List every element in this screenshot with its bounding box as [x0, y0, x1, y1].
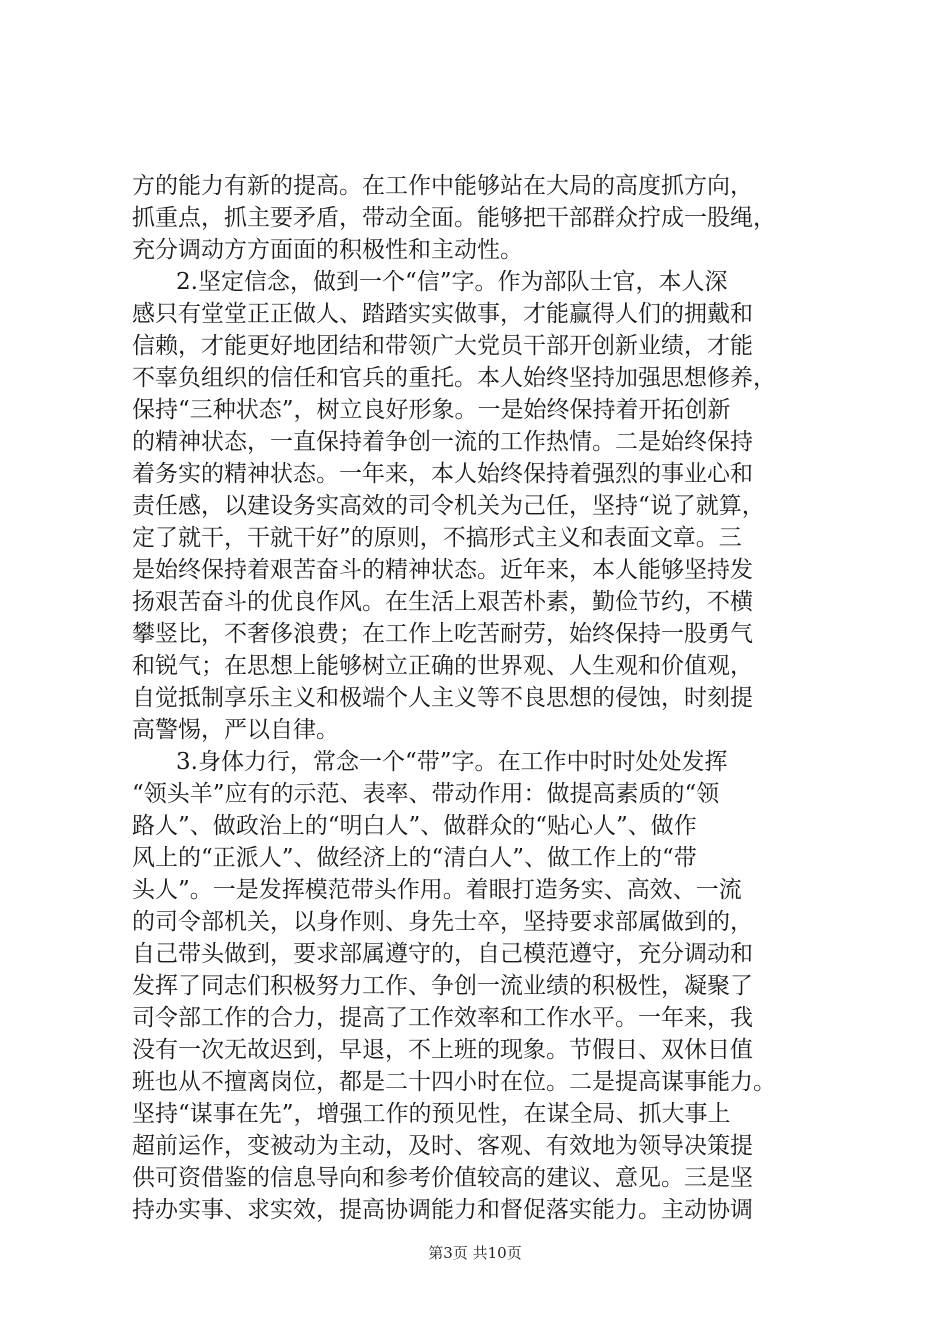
text-line: 的精神状态，一直保持着争创一流的工作热情。二是始终保持: [132, 429, 753, 455]
text-line: 方的能力有新的提高。在工作中能够站在大局的高度抓方向，: [132, 173, 753, 199]
text-line: 司令部工作的合力，提高了工作效率和工作水平。一年来，我: [132, 1005, 753, 1031]
paragraph-first-line: 2.坚定信念，做到一个“信”字。作为部队士官，本人深: [176, 269, 728, 295]
text-line: 不辜负组织的信任和官兵的重托。本人始终坚持加强思想修养，: [132, 365, 776, 391]
text-line: 持办实事、求实效，提高协调能力和督促落实能力。主动协调: [132, 1197, 753, 1223]
text-line: 风上的“正派人”、做经济上的“清白人”、做工作上的“带: [132, 845, 697, 871]
paragraph-first-line: 3.身体力行，常念一个“带”字。在工作中时时处处发挥: [176, 749, 728, 775]
text-line: 高警惕，严以自律。: [132, 717, 339, 743]
text-line: 是始终保持着艰苦奋斗的精神状态。近年来，本人能够坚持发: [132, 557, 753, 583]
text-line: 没有一次无故迟到，早退，不上班的现象。节假日、双休日值: [132, 1037, 753, 1063]
text-line: 头人”。一是发挥模范带头作用。着眼打造务实、高效、一流: [132, 877, 742, 903]
text-line: 自觉抵制享乐主义和极端个人主义等不良思想的侵蚀，时刻提: [132, 685, 753, 711]
text-line: 责任感，以建设务实高效的司令机关为己任，坚持“说了就算，: [132, 493, 765, 519]
text-line: 发挥了同志们积极努力工作、争创一流业绩的积极性，凝聚了: [132, 973, 753, 999]
text-line: 路人”、做政治上的“明白人”、做群众的“贴心人”、做作: [132, 813, 697, 839]
text-line: “领头羊”应有的示范、表率、带动作用：做提高素质的“领: [132, 781, 720, 807]
text-line: 和锐气；在思想上能够树立正确的世界观、人生观和价值观，: [132, 653, 753, 679]
text-line: 班也从不擅离岗位，都是二十四小时在位。二是提高谋事能力。: [132, 1069, 776, 1095]
text-line: 供可资借鉴的信息导向和参考价值较高的建议、意见。三是坚: [132, 1165, 753, 1191]
text-line: 攀竖比，不奢侈浪费；在工作上吃苦耐劳，始终保持一股勇气: [132, 621, 753, 647]
body-text: [132, 170, 852, 1226]
text-line: 坚持“谋事在先”，增强工作的预见性，在谋全局、抓大事上: [132, 1101, 731, 1127]
text-line: 感只有堂堂正正做人、踏踏实实做事，才能赢得人们的拥戴和: [132, 301, 753, 327]
text-line: 定了就干，干就干好”的原则，不搞形式主义和表面文章。三: [132, 525, 742, 551]
text-line: 自己带头做到，要求部属遵守的，自己模范遵守，充分调动和: [132, 941, 753, 967]
text-line: 保持“三种状态”，树立良好形象。一是始终保持着开拓创新: [132, 397, 731, 423]
text-line: 的司令部机关，以身作则、身先士卒，坚持要求部属做到的，: [132, 909, 753, 935]
text-line: 着务实的精神状态。一年来，本人始终保持着强烈的事业心和: [132, 461, 753, 487]
text-line: 超前运作，变被动为主动，及时、客观、有效地为领导决策提: [132, 1133, 753, 1159]
text-line: 充分调动方方面面的积极性和主动性。: [132, 237, 523, 263]
text-line: 信赖，才能更好地团结和带领广大党员干部开创新业绩，才能: [132, 333, 753, 359]
text-line: 抓重点，抓主要矛盾，带动全面。能够把干部群众拧成一股绳，: [132, 205, 776, 231]
page-number-footer: 第3页 共10页: [428, 1244, 522, 1262]
text-line: 扬艰苦奋斗的优良作风。在生活上艰苦朴素，勤俭节约，不横: [132, 589, 753, 615]
